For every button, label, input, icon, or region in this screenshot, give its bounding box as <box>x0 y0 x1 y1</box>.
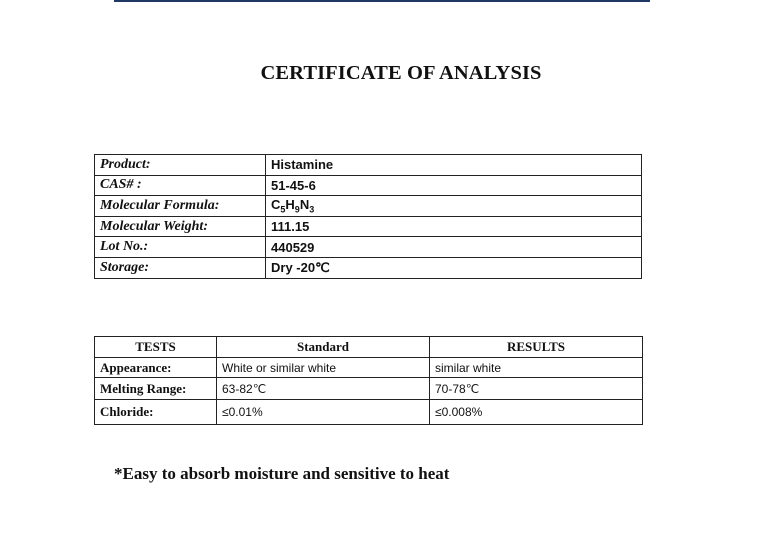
product-row <box>95 155 642 176</box>
lot-value: 440529 <box>266 237 642 258</box>
test-name: Chloride: <box>95 400 217 425</box>
table-row <box>95 358 643 378</box>
test-standard: White or similar white <box>217 358 430 378</box>
storage-value: Dry -20℃ <box>266 257 642 278</box>
cas-value: 51-45-6 <box>266 175 642 196</box>
weight-label: Molecular Weight: <box>95 216 266 237</box>
test-result: 70-78℃ <box>430 378 643 400</box>
weight-value: 111.15 <box>266 216 642 237</box>
storage-row <box>95 257 642 278</box>
test-name: Appearance: <box>95 358 217 378</box>
product-value: Histamine <box>266 155 642 176</box>
storage-note: *Easy to absorb moisture and sensitive to heat <box>114 464 450 483</box>
product-label: Product: <box>95 155 266 176</box>
results-header: RESULTS <box>430 337 643 358</box>
tests-table <box>94 336 643 425</box>
standard-header: Standard <box>217 337 430 358</box>
storage-label: Storage: <box>95 257 266 278</box>
test-result: similar white <box>430 358 643 378</box>
document-title: CERTIFICATE OF ANALYSIS <box>260 62 542 84</box>
lot-label: Lot No.: <box>95 237 266 258</box>
formula-value: $C_5H_9N_3$ <box>266 196 642 217</box>
formula-label: Molecular Formula: <box>95 196 266 217</box>
table-row <box>95 400 643 425</box>
cas-row <box>95 175 642 196</box>
formula-row <box>95 196 642 217</box>
cas-label: CAS# : <box>95 175 266 196</box>
table-row <box>95 378 643 400</box>
weight-row <box>95 216 642 237</box>
tests-header: TESTS <box>95 337 217 358</box>
tests-header-row <box>95 337 643 358</box>
header-rule <box>114 0 650 2</box>
test-result: ≤0.008% <box>430 400 643 425</box>
test-standard: 63-82℃ <box>217 378 430 400</box>
lot-row <box>95 237 642 258</box>
product-info-table <box>94 154 642 279</box>
test-standard: ≤0.01% <box>217 400 430 425</box>
test-name: Melting Range: <box>95 378 217 400</box>
